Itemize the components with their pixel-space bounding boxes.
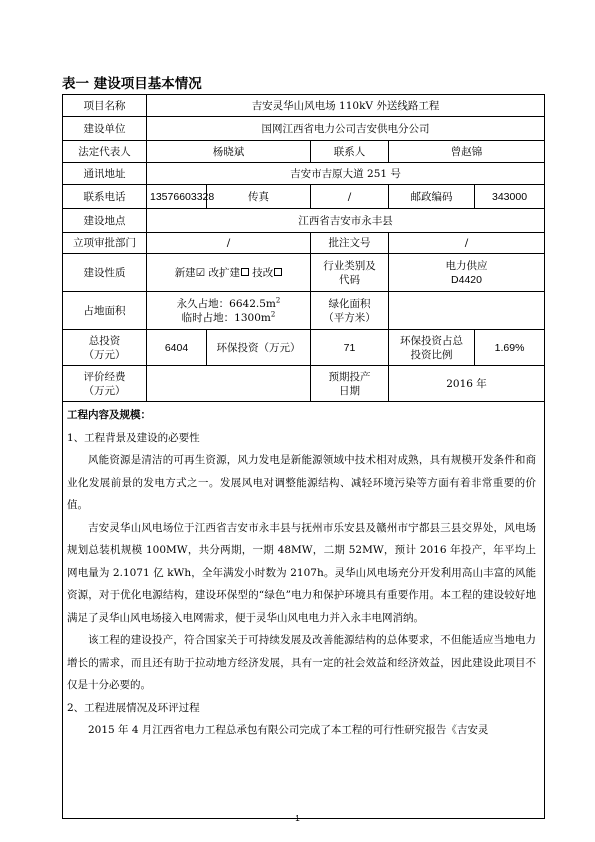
nature-new-checkbox: ☑	[195, 266, 206, 279]
phone-label: 联系电话	[63, 185, 147, 209]
industry-label-line1: 行业类别及	[323, 259, 376, 272]
env-ratio-label-line1: 环保投资占总	[400, 334, 463, 347]
project-content-cell	[63, 402, 545, 819]
green-label-line1: 绿化面积	[328, 297, 371, 310]
paragraph-3: 该工程的建设投产，符合国家关于可持续发展及改善能源结构的总体要求，不但能适应当地电力增长的需求，而且还有助于拉动地方经济发展，具有一定的社会效益和经济效益，因此建设此项目不仅是十分必要的。	[67, 634, 537, 691]
area-value	[147, 292, 311, 330]
expected-label	[311, 366, 389, 402]
green-label	[311, 292, 389, 330]
content-title: 工程内容及规模：	[67, 409, 151, 421]
approval-doc-label: 批注文号	[311, 233, 389, 254]
invest-label	[63, 330, 147, 366]
fax-value: /	[311, 185, 389, 209]
area-temp: 临时占地：$1300m^2$	[181, 310, 276, 324]
expected-label-line2: 日期	[339, 384, 360, 397]
paragraph-2: 吉安灵华山风电场位于江西省吉安市永丰县与抚州市乐安县及赣州市宁都县三县交界处，风电场规划总装机规模 100MW，共分两期，一期 48MW，二期 52MW，预计 2016 年投产，年平均上网电量为 2.1071 亿 kWh，全年满发小时数为 2107h。灵华山风电场充分开发利用高山丰富的风能资源，对于优化电源结构，建设环保型的“绿色”电力和保护环境具有重要作用。本工程的建设较好地满足了灵华山风电场接入电网需求，便于灵华山风电电力并入永丰电网消纳。	[67, 521, 537, 624]
env-ratio-label-line2: 投资比例	[410, 348, 453, 361]
nature-options	[147, 254, 311, 292]
eval-fee-label-line1: 评价经费	[83, 370, 126, 383]
approval-dept-value: /	[147, 233, 311, 254]
expected-value: 2016 年	[389, 366, 545, 402]
eval-fee-label	[63, 366, 147, 402]
builder-label: 建设单位	[63, 117, 147, 141]
green-label-line2: （平方米）	[323, 311, 376, 324]
invest-label-line2: （万元）	[83, 348, 126, 361]
legal-rep-label: 法定代表人	[63, 141, 147, 163]
paragraph-4: 2015 年 4 月江西省电力工程总承包有限公司完成了本工程的可行性研究报告《吉安灵	[88, 724, 489, 736]
green-value	[389, 292, 545, 330]
site-label: 建设地点	[63, 209, 147, 233]
postcode-value: 343000	[475, 185, 545, 209]
nature-tech-checkbox	[274, 268, 282, 276]
approval-dept-label: 立项审批部门	[63, 233, 147, 254]
nature-tech-label: 技改	[252, 266, 274, 279]
invest-label-line1: 总投资	[88, 334, 121, 347]
section-1-title: 1、工程背景及建设的必要性	[67, 431, 200, 444]
contact-value: 曾赵锦	[389, 141, 545, 163]
nature-expand-checkbox	[241, 268, 249, 276]
area-perm: 永久占地：$6642.5m^2$	[176, 296, 281, 310]
approval-doc-value: /	[389, 233, 545, 254]
expected-label-line1: 预期投产	[328, 370, 371, 383]
industry-label	[311, 254, 389, 292]
fax-label: 传真	[207, 185, 311, 209]
paragraph-1: 风能资源是清洁的可再生资源，风力发电是新能源领域中技术相对成熟，具有规模开发条件和商业化发展前景的发电方式之一。发展风电对调整能源结构、减轻环境污染等方面有着非常重要的价值。	[67, 454, 537, 511]
env-invest-label: 环保投资（万元）	[207, 330, 311, 366]
postcode-label: 邮政编码	[389, 185, 475, 209]
industry-value-line1: 电力供应	[445, 259, 488, 272]
project-info-table	[62, 94, 545, 819]
eval-fee-value	[147, 366, 311, 402]
area-label: 占地面积	[63, 292, 147, 330]
env-ratio-value: 1.69%	[475, 330, 545, 366]
address-value: 吉安市吉原大道 251 号	[147, 163, 545, 185]
legal-rep-value: 杨晓斌	[147, 141, 311, 163]
industry-value	[389, 254, 545, 292]
page-number: 1	[295, 814, 300, 823]
project-name-value: 吉安灵华山风电场 110kV 外送线路工程	[147, 95, 545, 117]
site-value: 江西省吉安市永丰县	[147, 209, 545, 233]
industry-label-line2: 代码	[339, 273, 360, 286]
industry-value-line2: D4420	[451, 273, 482, 286]
env-ratio-label	[389, 330, 475, 366]
project-name-label: 项目名称	[63, 95, 147, 117]
contact-label: 联系人	[311, 141, 389, 163]
nature-label: 建设性质	[63, 254, 147, 292]
page-heading: 表一 建设项目基本情况	[62, 76, 202, 92]
eval-fee-label-line2: （万元）	[83, 384, 126, 397]
address-label: 通讯地址	[63, 163, 147, 185]
nature-expand-label: 改扩建	[208, 266, 240, 279]
env-invest-value: 71	[311, 330, 389, 366]
builder-value: 国网江西省电力公司吉安供电分公司	[147, 117, 545, 141]
phone-value: 13576603328	[147, 185, 207, 209]
nature-new-label: 新建	[174, 266, 196, 279]
section-2-title: 2、工程进展情况及环评过程	[67, 701, 200, 714]
invest-value: 6404	[147, 330, 207, 366]
